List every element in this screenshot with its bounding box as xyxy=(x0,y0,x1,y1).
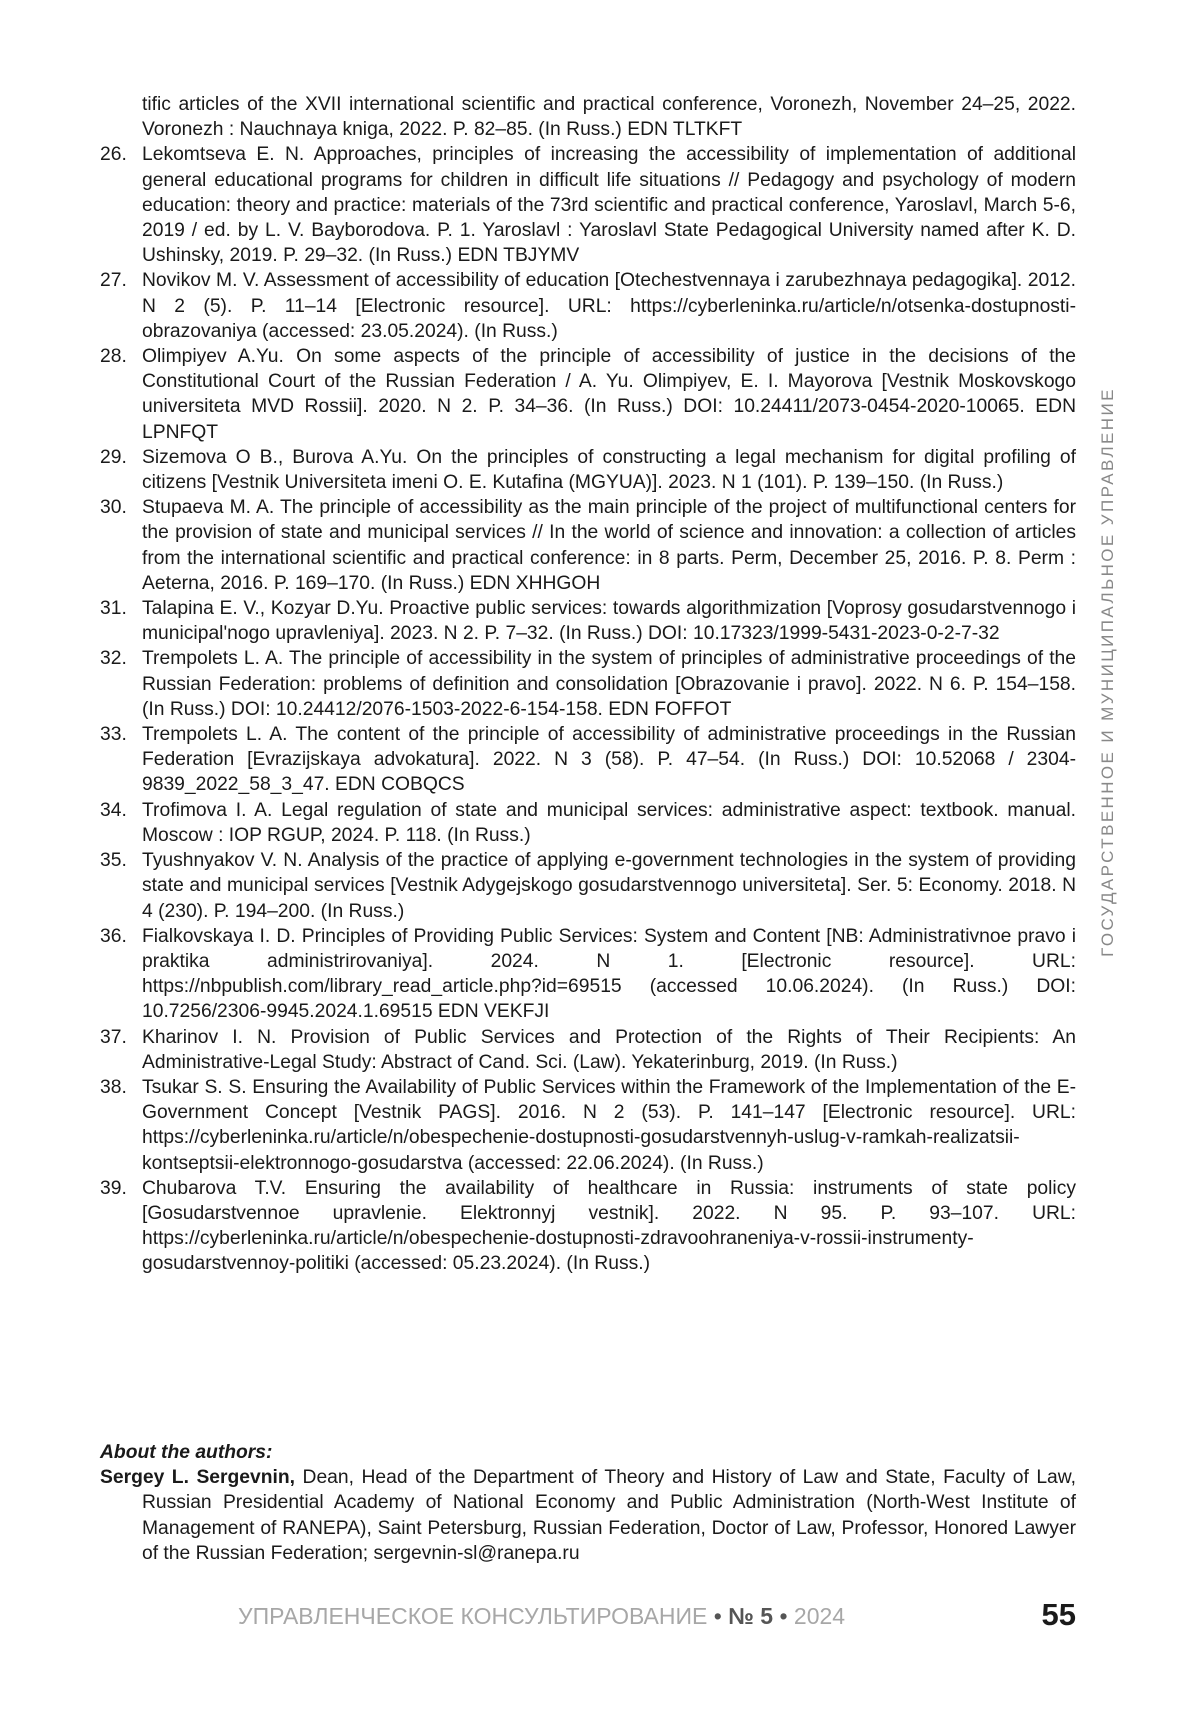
reference-number: 32. xyxy=(100,648,127,670)
reference-text: Kharinov I. N. Provision of Public Services and Protection of the Rights of Their Recipients: An Administrative-Legal Study: Abstract of Cand. Sci. (Law). Yekaterinburg, 2019. (In Russ.) xyxy=(142,1026,1076,1073)
reference-item xyxy=(100,798,1076,848)
reference-text: Trofimova I. A. Legal regulation of state and municipal services: administrative aspect: textbook. manual. Moscow : IOP RGUP, 2024. P. 118. (In Russ.) xyxy=(142,799,1076,846)
footer-separator: • xyxy=(713,1603,722,1629)
reference-item xyxy=(100,1075,1076,1176)
reference-text: Tsukar S. S. Ensuring the Availability of Public Services within the Framework of the Implementation of the E-Government Concept [Vestnik PAGS]. 2016. N 2 (53). P. 141–147 [Electronic resource]. URL: https://cyberleninka.ru/article/n/obespechenie-dostupnosti-gosudarstvennyh-uslug-v-ramkah-realizatsii-kontseptsii-elektronnogo-gosudarstva (accessed: 22.06.2024). (In Russ.) xyxy=(142,1076,1076,1174)
reference-number: 31. xyxy=(100,598,127,620)
reference-text: Trempolets L. A. The principle of accessibility in the system of principles of administrative proceedings of the Russian Federation: problems of definition and consolidation [Obrazovanie i pravo]. 2022. N 6. P. 154–158. (In Russ.) DOI: 10.24412/2076-1503-2022-6-154-158. EDN FOFFOT xyxy=(142,648,1076,720)
about-authors-section xyxy=(100,1440,1076,1566)
author-bio: Dean, Head of the Department of Theory and History of Law and State, Faculty of Law, Russian Presidential Academy of National Economy and Public Administration (North-West Institute of Management of RANEPA), Saint Petersburg, Russian Federation, Doctor of Law, Professor, Honored Lawyer of the Russian Federation; sergevnin-sl@ranepa.ru xyxy=(142,1467,1076,1564)
reference-number: 35. xyxy=(100,850,127,872)
reference-item xyxy=(100,924,1076,1025)
section-side-title: ГОСУДАРСТВЕННОЕ И МУНИЦИПАЛЬНОЕ УПРАВЛЕНИЕ xyxy=(1098,387,1117,957)
reference-item xyxy=(100,344,1076,445)
reference-item xyxy=(100,92,1076,142)
author-entries xyxy=(100,1465,1076,1566)
reference-text: Talapina E. V., Kozyar D.Yu. Proactive public services: towards algorithmization [Voprosy gosudarstvennogo i municipal'nogo upravleniya]. 2023. N 2. P. 7–32. (In Russ.) DOI: 10.17323/1999-5431-2023-0-2-7-32 xyxy=(142,598,1076,645)
reference-number: 27. xyxy=(100,270,127,292)
reference-text: Lekomtseva E. N. Approaches, principles of increasing the accessibility of implementation of additional general educational programs for children in difficult life situations // Pedagogy and psychology of modern education: theory and practice: materials of the 73rd scientific and practical conference, Yaroslavl, March 5-6, 2019 / ed. by L. V. Bayborodova. P. 1. Yaroslavl : Yaroslavl State Pedagogical University named after K. D. Ushinsky, 2019. P. 29–32. (In Russ.) EDN TBJYMV xyxy=(142,144,1076,267)
page-number: 55 xyxy=(1041,1597,1076,1632)
reference-number: 29. xyxy=(100,446,127,468)
reference-item xyxy=(100,142,1076,268)
reference-item xyxy=(100,596,1076,646)
reference-item xyxy=(100,1176,1076,1277)
reference-text: Chubarova T.V. Ensuring the availability of healthcare in Russia: instruments of state policy [Gosudarstvennoe upravlenie. Elektronnyj vestnik]. 2022. N 95. P. 93–107. URL: https://cyberleninka.ru/article/n/obespechenie-dostupnosti-zdravoohraneniya-v-rossii-instrumenty-gosudarstvennoy-politiki (accessed: 05.23.2024). (In Russ.) xyxy=(142,1177,1076,1275)
reference-number: 39. xyxy=(100,1177,127,1199)
reference-number: 33. xyxy=(100,724,127,746)
reference-text: tific articles of the XVII international scientific and practical conference, Voronezh, November 24–25, 2022. Voronezh : Nauchnaya kniga, 2022. P. 82–85. (In Russ.) EDN TLTKFT xyxy=(142,94,1076,141)
journal-name: УПРАВЛЕНЧЕСКОЕ КОНСУЛЬТИРОВАНИЕ xyxy=(238,1603,708,1629)
reference-text: Novikov M. V. Assessment of accessibility of education [Otechestvennaya i zarubezhnaya pedagogika]. 2012. N 2 (5). P. 11–14 [Electronic resource]. URL: https://cyberleninka.ru/article/n/otsenka-dostupnosti-obrazovaniya (accessed: 23.05.2024). (In Russ.) xyxy=(142,270,1076,342)
reference-number: 26. xyxy=(100,144,127,166)
reference-number: 28. xyxy=(100,346,127,368)
journal-title-line xyxy=(238,1603,845,1630)
reference-item xyxy=(100,495,1076,596)
author-name: Sergey L. Sergevnin, xyxy=(100,1467,296,1489)
reference-number: 36. xyxy=(100,925,127,947)
page-footer xyxy=(238,1597,1076,1637)
reference-item xyxy=(100,848,1076,924)
reference-number: 38. xyxy=(100,1076,127,1098)
about-authors-heading: About the authors: xyxy=(100,1442,273,1463)
reference-item xyxy=(100,1025,1076,1075)
reference-text: Fialkovskaya I. D. Principles of Providing Public Services: System and Content [NB: Administrativnoe pravo i praktika administrirovaniya]. 2024. N 1. [Electronic resource]. URL: https://nbpublish.com/library_read_article.php?id=69515 (accessed 10.06.2024). (In Russ.) DOI: 10.7256/2306-9945.2024.1.69515 EDN VEKFJI xyxy=(142,925,1076,1023)
reference-number xyxy=(100,92,142,142)
reference-number: 34. xyxy=(100,799,127,821)
reference-item xyxy=(100,722,1076,798)
reference-text: Olimpiyev A.Yu. On some aspects of the principle of accessibility of justice in the decisions of the Constitutional Court of the Russian Federation / A. Yu. Olimpiyev, E. I. Mayorova [Vestnik Moskovskogo universiteta MVD Rossii]. 2020. N 2. P. 34–36. (In Russ.) DOI: 10.24411/2073-0454-2020-10065. EDN LPNFQT xyxy=(142,346,1076,443)
reference-item xyxy=(100,646,1076,722)
reference-number: 30. xyxy=(100,497,127,519)
reference-list xyxy=(100,92,1076,1277)
issue-number: № 5 xyxy=(728,1603,774,1629)
reference-item xyxy=(100,268,1076,344)
reference-text: Stupaeva M. A. The principle of accessibility as the main principle of the project of multifunctional centers for the provision of state and municipal services // In the world of science and innovation: a collection of articles from the international scientific and practical conference: in 8 parts. Perm, December 25, 2016. P. 8. Perm : Aeterna, 2016. P. 169–170. (In Russ.) EDN XHHGOH xyxy=(142,497,1076,594)
issue-year: 2024 xyxy=(793,1603,846,1629)
author-entry xyxy=(100,1465,1076,1566)
reference-text: Trempolets L. A. The content of the principle of accessibility of administrative proceedings in the Russian Federation [Evrazijskaya advokatura]. 2022. N 3 (58). P. 47–54. (In Russ.) DOI: 10.52068 / 2304-9839_2022_58_3_47. EDN COBQCS xyxy=(142,724,1076,796)
reference-text: Tyushnyakov V. N. Analysis of the practice of applying e-government technologies in the system of providing state and municipal services [Vestnik Adygejskogo gosudarstvennogo universiteta]. Ser. 5: Economy. 2018. N 4 (230). P. 194–200. (In Russ.) xyxy=(142,850,1076,922)
reference-number: 37. xyxy=(100,1026,127,1048)
footer-separator: • xyxy=(779,1603,788,1629)
reference-item xyxy=(100,445,1076,495)
reference-text: Sizemova O B., Burova A.Yu. On the principles of constructing a legal mechanism for digital profiling of citizens [Vestnik Universiteta imeni O. E. Kutafina (MGYUA)]. 2023. N 1 (101). P. 139–150. (In Russ.) xyxy=(142,446,1076,494)
